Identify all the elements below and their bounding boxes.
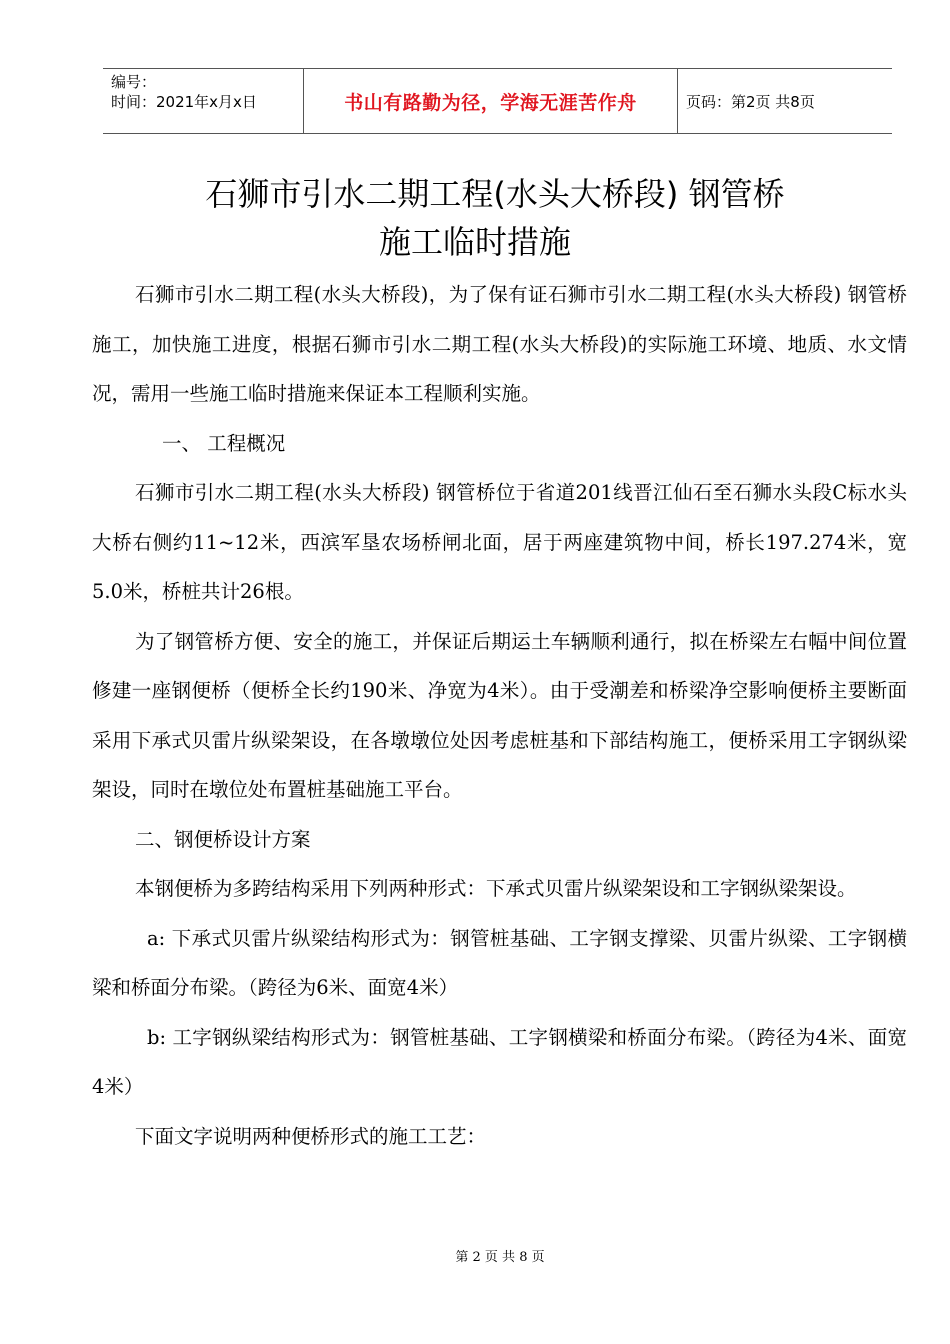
header-motto-cell <box>304 69 678 133</box>
paragraph-design-forms: 本钢便桥为多跨结构采用下列两种形式：下承式贝雷片纵梁架设和工字钢纵梁架设。 <box>135 877 857 900</box>
section-heading-overview: 一、 工程概况 <box>162 431 286 455</box>
paragraph-form-a: a: 下承式贝雷片纵梁结构形式为：钢管桩基础、工字钢支撑梁、贝雷片纵梁、工字钢横梁和桥面分布梁。（跨径为6米、面宽4米） <box>92 926 907 999</box>
header-number: 编号： <box>111 73 157 91</box>
header-meta <box>103 69 304 133</box>
page-footer: 第 2 页 共 8 页 <box>455 1250 545 1265</box>
document-body <box>92 270 907 1161</box>
header-page-cell <box>678 69 892 133</box>
paragraph-overview: 石狮市引水二期工程(水头大桥段) 钢管桥位于省道201线晋江仙石至石狮水头段C标水头大桥右侧约11~12米，西滨军垦农场桥闸北面，居于两座建筑物中间，桥长197.274米，宽5.0米，桥桩共计26根。 <box>92 481 907 603</box>
paragraph-process-intro: 下面文字说明两种便桥形式的施工工艺： <box>135 1124 487 1148</box>
header-page-number: 页码：第2页 共8页 <box>686 92 815 111</box>
paragraph-intro: 石狮市引水二期工程(水头大桥段)，为了保有证石狮市引水二期工程(水头大桥段) 钢管桥施工，加快施工进度，根据石狮市引水二期工程(水头大桥段)的实际施工环境、地质、水文情况，需用一些施工临时措施来保证本工程顺利实施。 <box>92 283 907 405</box>
paragraph-temporary-bridge: 为了钢管桥方便、安全的施工，并保证后期运土车辆顺利通行，拟在桥梁左右幅中间位置修建一座钢便桥（便桥全长约190米、净宽为4米）。由于受潮差和桥梁净空影响便桥主要断面采用下承式贝雷片纵梁架设，在各墩墩位处因考虑桩基和下部结构施工，便桥采用工字钢纵梁架设，同时在墩位处布置桩基础施工平台。 <box>92 629 907 801</box>
header-motto: 书山有路勤为径，学海无涯苦作舟 <box>344 91 637 114</box>
paragraph-form-b: b: 工字钢纵梁结构形式为：钢管桩基础、工字钢横梁和桥面分布梁。（跨径为4米、面宽4米） <box>92 1025 907 1098</box>
document-title-line2: 施工临时措施 <box>378 223 571 261</box>
header-time: 时间：2021年x月x日 <box>111 93 257 111</box>
document-title-line1: 石狮市引水二期工程(水头大桥段) 钢管桥 <box>205 175 785 213</box>
section-heading-design: 二、钢便桥设计方案 <box>135 827 311 851</box>
page-header <box>103 68 892 134</box>
